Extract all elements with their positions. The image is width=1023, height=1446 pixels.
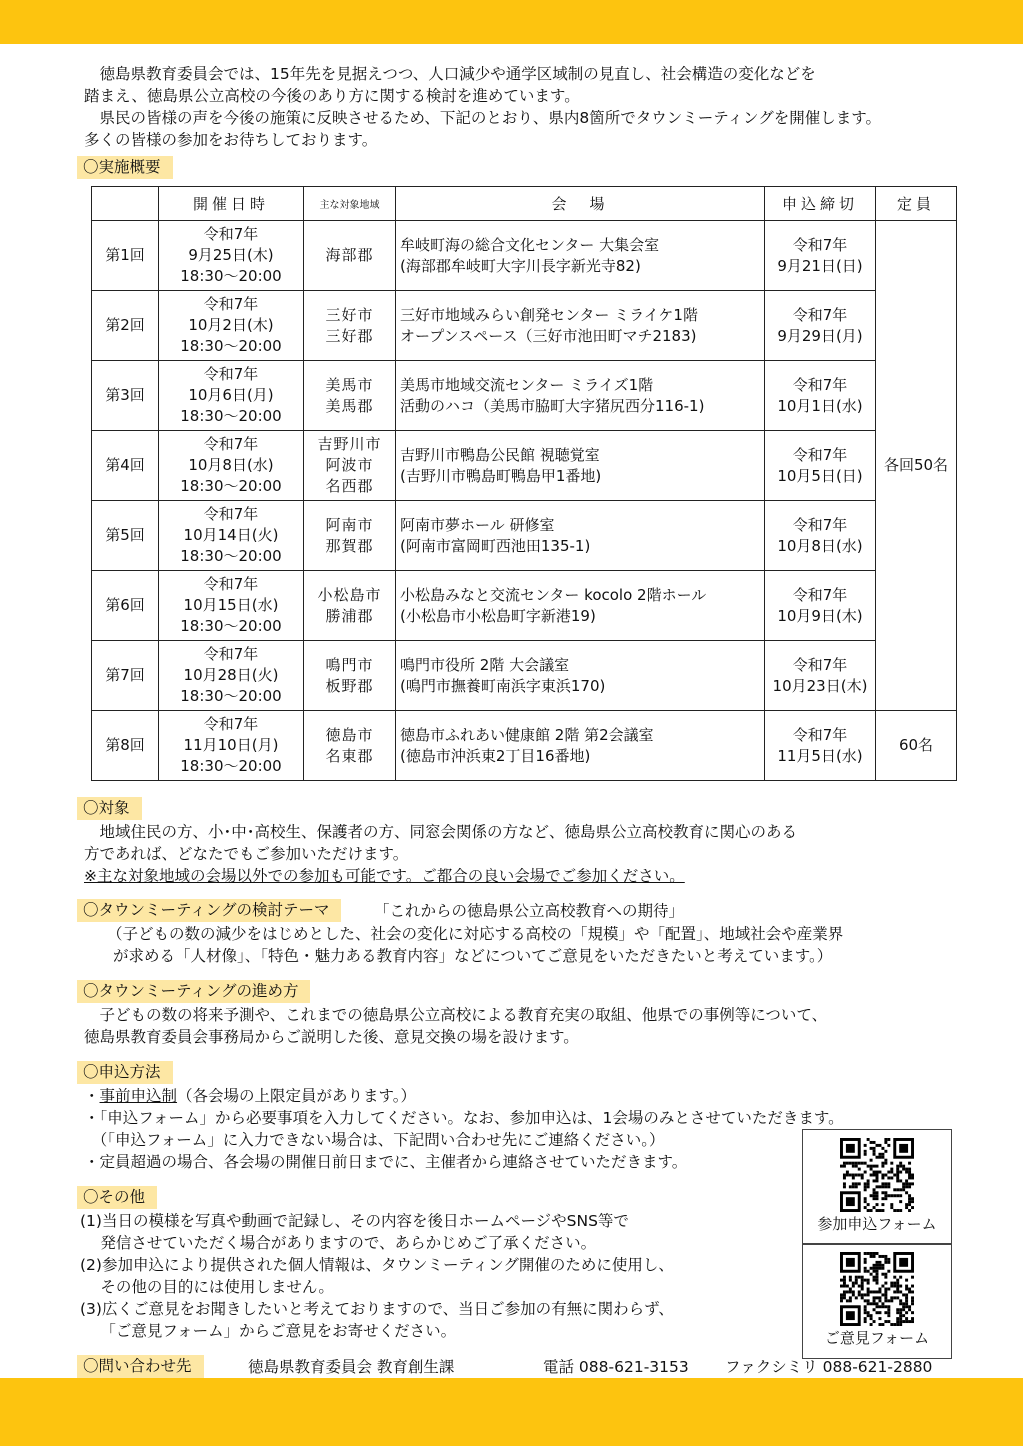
session-number: 第6回 <box>92 571 159 641</box>
capacity-single: 60名 <box>876 711 957 781</box>
other-line: 発信させていただく場合がありますので、あらかじめご了承ください。 <box>80 1234 597 1252</box>
table-header-row <box>92 187 957 221</box>
opinion-form-qr-icon[interactable] <box>840 1252 914 1326</box>
session-area: 吉野川市 阿波市 名西郡 <box>304 431 396 501</box>
session-number: 第5回 <box>92 501 159 571</box>
session-venue: 阿南市夢ホール 研修室 (阿南市富岡町西池田135-1) <box>396 501 765 571</box>
session-area: 美馬市 美馬郡 <box>304 361 396 431</box>
apply-line: ・「申込フォーム」から必要事項を入力してください。なお、参加申込は、1会場のみとさせていただきます。 <box>84 1109 844 1127</box>
table-row <box>92 571 957 641</box>
top-color-band <box>0 0 1023 44</box>
session-number: 第3回 <box>92 361 159 431</box>
session-venue: 小松島みなと交流センター kocolo 2階ホール (小松島市小松島町字新港19) <box>396 571 765 641</box>
header-number <box>92 187 159 221</box>
header-area: 主な対象地域 <box>304 187 396 221</box>
target-heading: 〇対象 <box>77 797 142 820</box>
session-date: 令和7年 11月10日(月) 18:30～20:00 <box>159 711 304 781</box>
session-deadline: 令和7年 10月5日(日) <box>765 431 876 501</box>
apply-heading: 〇申込方法 <box>77 1061 173 1084</box>
session-date: 令和7年 10月28日(火) 18:30～20:00 <box>159 641 304 711</box>
session-venue: 美馬市地域交流センター ミライズ1階 活動のハコ（美馬市脇町大字猪尻西分116-1) <box>396 361 765 431</box>
session-deadline: 令和7年 11月5日(水) <box>765 711 876 781</box>
capacity-shared: 各回50名 <box>876 221 957 711</box>
session-number: 第1回 <box>92 221 159 291</box>
session-number: 第7回 <box>92 641 159 711</box>
other-line: その他の目的には使用しません。 <box>80 1278 334 1296</box>
overview-heading: 〇実施概要 <box>77 156 173 179</box>
session-date: 令和7年 10月8日(水) 18:30～20:00 <box>159 431 304 501</box>
session-date: 令和7年 10月14日(火) 18:30～20:00 <box>159 501 304 571</box>
other-line: 「ご意見フォーム」からご意見をお寄せください。 <box>80 1322 457 1340</box>
session-deadline: 令和7年 10月1日(水) <box>765 361 876 431</box>
session-date: 令和7年 10月15日(水) 18:30～20:00 <box>159 571 304 641</box>
theme-line: （子どもの数の減少をはじめとした、社会の変化に対応する高校の「規模」や「配置」、地域社会や産業界 <box>107 925 844 943</box>
header-venue: 会 場 <box>396 187 765 221</box>
intro-line: 多くの皆様の参加をお待ちしております。 <box>84 131 378 149</box>
flow-line: 子どもの数の将来予測や、これまでの徳島県公立高校による教育充実の取組、他県での事例等について、 <box>84 1006 828 1024</box>
target-line: 方であれば、どなたでもご参加いただけます。 <box>84 845 409 863</box>
session-date: 令和7年 10月2日(木) 18:30～20:00 <box>159 291 304 361</box>
apply-advance-registration: 事前申込制 <box>99 1087 178 1105</box>
session-area: 徳島市 名東郡 <box>304 711 396 781</box>
session-deadline: 令和7年 9月29日(月) <box>765 291 876 361</box>
apply-form-qr-icon[interactable] <box>840 1138 914 1212</box>
flow-heading: 〇タウンミーティングの進め方 <box>77 980 310 1003</box>
target-line: 地域住民の方、小･中･高校生、保護者の方、同窓会関係の方など、徳島県公立高校教育に関心のある <box>84 823 798 841</box>
bottom-color-band <box>0 1378 1023 1446</box>
flow-line: 徳島県教育委員会事務局からご説明した後、意見交換の場を設けます。 <box>84 1028 579 1046</box>
theme-heading: 〇タウンミーティングの検討テーマ <box>77 899 341 922</box>
session-area: 三好市 三好郡 <box>304 291 396 361</box>
header-capacity: 定員 <box>876 187 957 221</box>
apply-line <box>84 1086 416 1106</box>
session-venue: 徳島市ふれあい健康館 2階 第2会議室 (徳島市沖浜東2丁目16番地) <box>396 711 765 781</box>
intro-line: 徳島県教育委員会では、15年先を見据えつつ、人口減少や通学区域制の見直し、社会構造の変化などを <box>84 65 816 83</box>
apply-capacity-note: （各会場の上限定員があります。） <box>177 1087 417 1105</box>
schedule-table <box>91 186 957 781</box>
session-venue: 三好市地域みらい創発センター ミライケ1階 オープンスペース（三好市池田町マチ2183) <box>396 291 765 361</box>
target-note: ※主な対象地域の会場以外での参加も可能です。ご都合の良い会場でご参加ください。 <box>84 867 685 885</box>
other-heading: 〇その他 <box>77 1186 157 1209</box>
intro-line: 県民の皆様の声を今後の施策に反映させるため、下記のとおり、県内8箇所でタウンミーティングを開催します。 <box>84 109 881 127</box>
apply-form-qr-box[interactable] <box>802 1129 952 1245</box>
header-date: 開催日時 <box>159 187 304 221</box>
table-row <box>92 361 957 431</box>
opinion-form-qr-label: ご意見フォーム <box>824 1329 930 1347</box>
session-venue: 牟岐町海の総合文化センター 大集会室 (海部郡牟岐町大字川長字新光寺82) <box>396 221 765 291</box>
contact-fax: ファクシミリ 088-621-2880 <box>725 1358 933 1376</box>
apply-bullet: ・ <box>84 1087 100 1105</box>
apply-line: ・定員超過の場合、各会場の開催日前日までに、主催者から連絡させていただきます。 <box>84 1153 688 1171</box>
contact-org: 徳島県教育委員会 教育創生課 <box>248 1358 455 1376</box>
table-row <box>92 221 957 291</box>
session-number: 第8回 <box>92 711 159 781</box>
table-row <box>92 501 957 571</box>
session-date: 令和7年 10月6日(月) 18:30～20:00 <box>159 361 304 431</box>
opinion-form-qr-box[interactable] <box>802 1243 952 1359</box>
other-line: (3)広くご意見をお聞きしたいと考えておりますので、当日ご参加の有無に関わらず、 <box>80 1300 674 1318</box>
session-venue: 鳴門市役所 2階 大会議室 (鳴門市撫養町南浜字東浜170) <box>396 641 765 711</box>
table-row <box>92 291 957 361</box>
table-row <box>92 711 957 781</box>
session-area: 鳴門市 板野郡 <box>304 641 396 711</box>
table-row <box>92 641 957 711</box>
apply-line: （「申込フォーム」に入力できない場合は、下記問い合わせ先にご連絡ください。） <box>84 1131 665 1149</box>
session-area: 海部郡 <box>304 221 396 291</box>
intro-line: 踏まえ、徳島県公立高校の今後のあり方に関する検討を進めています。 <box>84 87 580 105</box>
session-area: 小松島市 勝浦郡 <box>304 571 396 641</box>
table-row <box>92 431 957 501</box>
session-number: 第2回 <box>92 291 159 361</box>
theme-line: が求める「人材像」、「特色・魅力ある教育内容」などについてご意見をいただきたいと考えています。） <box>113 947 833 965</box>
other-line: (2)参加申込により提供された個人情報は、タウンミーティング開催のために使用し、 <box>80 1256 674 1274</box>
session-deadline: 令和7年 10月8日(水) <box>765 501 876 571</box>
session-date: 令和7年 9月25日(木) 18:30～20:00 <box>159 221 304 291</box>
theme-title: 「これからの徳島県公立高校教育への期待」 <box>374 902 685 920</box>
apply-form-qr-label: 参加申込フォーム <box>817 1215 937 1233</box>
session-area: 阿南市 那賀郡 <box>304 501 396 571</box>
contact-tel: 電話 088-621-3153 <box>543 1358 689 1376</box>
session-deadline: 令和7年 10月9日(木) <box>765 571 876 641</box>
session-number: 第4回 <box>92 431 159 501</box>
other-line: (1)当日の模様を写真や動画で記録し、その内容を後日ホームページやSNS等で <box>80 1212 629 1230</box>
session-deadline: 令和7年 9月21日(日) <box>765 221 876 291</box>
session-deadline: 令和7年 10月23日(木) <box>765 641 876 711</box>
header-deadline: 申込締切 <box>765 187 876 221</box>
session-venue: 吉野川市鴨島公民館 視聴覚室 (吉野川市鴨島町鴨島甲1番地) <box>396 431 765 501</box>
contact-heading: 〇問い合わせ先 <box>77 1355 204 1378</box>
